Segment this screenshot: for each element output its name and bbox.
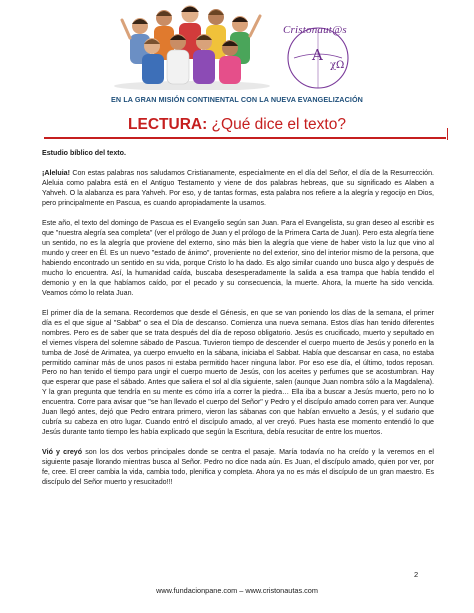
footer-links: www.fundacionpane.com – www.cristonautas.com <box>156 586 318 595</box>
vio-y-creyo-emphasis: Vió y creyó <box>42 448 83 457</box>
title-underline-corner <box>443 128 448 140</box>
paragraph-vio-y-creyo-text: son los dos verbos principales donde se centra el pasaje. María todavía no ha creído y la veremos en el siguiente pasaje llorando mientras busca al Señor. Pedro no dice nada aún. Es Juan, el discípulo amado, quien por ver, por fe, cree. El creer cambia la vida, cambia todo, plenifica y completa. Ahora ya no es más el discípulo de un gran maestro. Es discípulo del Señor muerto y resucitado!!! <box>42 448 434 487</box>
page-number: 2 <box>414 570 419 579</box>
article-body <box>42 149 434 498</box>
aleluia-emphasis: ¡Aleluia! <box>42 168 70 177</box>
title-underline <box>44 137 446 139</box>
paragraph-aleluia-text: Con estas palabras nos saludamos Cristianamente, especialmente en el día del Señor, el día de la Resurrección. Aleluia como palabra está en el Antiguo Testamento y viene de dos palabras hebreas, que su significado es Alaben a Yahveh. O la alabanza es para Yahveh. Por eso, y de tantas formas, esta palabra nos refiere a la alegría y regocijo en Dios, pero principalmente en Pascua, es cuando apropiadamente la usamos. <box>42 168 434 207</box>
campaign-heading: EN LA GRAN MISIÓN CONTINENTAL CON LA NUEVA EVANGELIZACIÓN <box>111 95 363 104</box>
youth-group-photo <box>112 4 272 90</box>
paragraph-pascua: Este año, el texto del domingo de Pascua es el Evangelio según san Juan. Para el Evangelista, su gran deseo al escribir es que "nuestra alegría sea completa" (ver el prólogo de Juan y el prólogo de la Primera Carta de Juan). Pero esta alegría tiene un sentido, no es la alegría que proviene del externo, sino más bien la alegría que viene de haber visto la luz que vino al mundo y creer en Él. Es un nuevo "estado de ánimo", proveniente no del exterior, sino del interior mismo de la persona, que habiendo encontrado un sentido en su vida, porque Cristo lo ha dado. Es algo similar cuando uno busca algo y después de mucho lo encuentra. Así, la humanidad caída, buscaba desesperadamente la salida a esa trampa que había tendido el demonio y en la que habíamos caído, por el pecado y su consecuencia, la muerte. Ahora, la muerte ha sido vencida. Veamos cómo lo relata Juan. <box>42 218 434 297</box>
section-title-prefix: LECTURA: <box>128 116 208 133</box>
logo-wordmark: Cristonaut@s <box>283 24 347 36</box>
study-subtitle: Estudio bíblico del texto. <box>42 149 126 157</box>
paragraph-primer-dia: El primer día de la semana. Recordemos que desde el Génesis, en que se van poniendo los días de la semana, el primer día es el que sigue al "Sabbat" o sea el Día de descanso. Comienza una nueva semana. Estos días han tenido diferentes nombres. Pero es de saber que se trata después del día de reposo obligatorio. Jesús es crucificado, muerto y sepultado en el viernes víspera del solemne sábado de Pascua. Tuvieron tiempo de descender el cuerpo muerto de Jesús y ponerlo en la tumba de José de Arimatea, ya cuerpo envuelto en la sábana, iniciaba el Sabbat. Había que descansar en casa, no estaba permitido caminar más de unos pasos ni estaba permitido hacer ninguna labor. Por eso ese día, el último, todos reposan. Pero no han tenido el tiempo para ungir el cuerpo muerto de Jesús, con los aceites y perfumes que se acostumbran. Hay que esperar que pase el sábado. Antes que saliera el sol al día siguiente, salen (aunque Juan nombra sólo a la Magdalena). Y la gran pregunta que tendría en su mente es cómo iría a correr la piedra… Ella iba a buscar a Jesús muerto, pero no lo encuentra. Corre para avisar que "se han llevado el cuerpo del Señor" y Pedro y el discípulo amado corren para ver. Aunque Juan llegó antes, dejó que Pedro entrara primero, vieron las sábanas con que habían envuelto a Jesús, y el sudario que cubría su cabeza en otro lugar. Cuando entró el discípulo amado, al ver creyó. Pues hasta ese momento entendió lo que Jesús durante tanto tiempo les había explicado que según la Escritura, debía resucitar de entre los muertos. <box>42 308 434 437</box>
page-header <box>0 0 474 92</box>
alpha-symbol: A <box>312 46 323 64</box>
section-title-question: ¿Qué dice el texto? <box>207 116 346 133</box>
chi-omega-symbol: χΩ <box>330 60 345 71</box>
paragraph-aleluia <box>42 169 434 209</box>
paragraph-vio-y-creyo <box>42 448 434 488</box>
section-title <box>0 116 474 134</box>
